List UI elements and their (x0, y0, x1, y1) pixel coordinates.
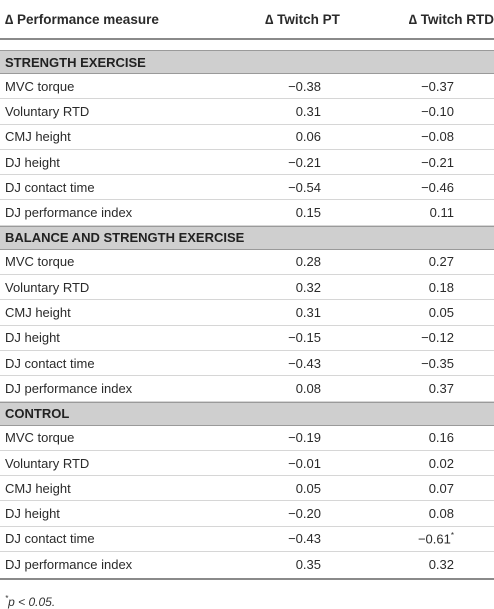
table-body (0, 50, 494, 576)
table-row (0, 275, 494, 300)
twitch-pt-cell: 0.15 (295, 205, 321, 221)
twitch-pt-cell: −0.15 (288, 330, 321, 346)
twitch-rtd-cell: 0.37 (428, 380, 454, 396)
twitch-pt-cell: −0.43 (288, 355, 321, 371)
table-row (0, 74, 494, 99)
twitch-pt-cell: 0.08 (295, 380, 321, 396)
bottom-rule (0, 578, 494, 580)
measure-cell: CMJ height (5, 480, 71, 496)
twitch-pt-cell: −0.21 (288, 154, 321, 170)
measure-cell: MVC torque (5, 254, 75, 270)
twitch-pt-cell: −0.19 (288, 430, 321, 446)
twitch-rtd-cell: 0.07 (428, 480, 454, 496)
twitch-rtd-cell: −0.35 (421, 355, 454, 371)
measure-cell: DJ performance index (5, 556, 133, 572)
table-row (0, 351, 494, 376)
table-row (0, 125, 494, 150)
twitch-rtd-cell: −0.37 (421, 78, 454, 94)
table-row (0, 476, 494, 501)
twitch-rtd-cell: −0.61* (417, 531, 454, 547)
table-row (0, 426, 494, 451)
twitch-rtd-cell: 0.27 (428, 254, 454, 270)
twitch-pt-cell: 0.05 (295, 480, 321, 496)
footnote: *p < 0.05. (5, 594, 56, 609)
header-performance-measure: ∆ Performance measure (5, 11, 159, 27)
table-row (0, 552, 494, 576)
measure-cell: DJ height (5, 154, 60, 170)
twitch-pt-cell: −0.01 (288, 455, 321, 471)
header-twitch-pt: ∆ Twitch PT (265, 11, 340, 27)
section-header: CONTROL (0, 402, 494, 426)
measure-cell: CMJ height (5, 305, 71, 321)
table-row (0, 376, 494, 401)
twitch-pt-cell: 0.31 (295, 103, 321, 119)
table-row (0, 175, 494, 200)
twitch-rtd-cell: 0.05 (428, 305, 454, 321)
table-row (0, 326, 494, 351)
measure-cell: CMJ height (5, 129, 71, 145)
measure-cell: Voluntary RTD (5, 455, 90, 471)
twitch-pt-cell: 0.31 (295, 305, 321, 321)
table-row (0, 527, 494, 552)
twitch-rtd-cell: −0.12 (421, 330, 454, 346)
table-row (0, 150, 494, 175)
twitch-pt-cell: −0.43 (288, 531, 321, 547)
section-header: STRENGTH EXERCISE (0, 50, 494, 74)
measure-cell: DJ contact time (5, 531, 95, 547)
header-twitch-rtd: ∆ Twitch RTD (408, 11, 494, 27)
table-row (0, 501, 494, 526)
table-row (0, 99, 494, 124)
twitch-rtd-cell: −0.08 (421, 129, 454, 145)
measure-cell: MVC torque (5, 78, 75, 94)
measure-cell: Voluntary RTD (5, 279, 90, 295)
twitch-pt-cell: −0.20 (288, 506, 321, 522)
twitch-rtd-cell: 0.32 (428, 556, 454, 572)
measure-cell: DJ performance index (5, 380, 133, 396)
twitch-pt-cell: −0.54 (288, 179, 321, 195)
section-header: BALANCE AND STRENGTH EXERCISE (0, 226, 494, 250)
table-header-row (0, 0, 494, 38)
twitch-rtd-cell: 0.16 (428, 430, 454, 446)
measure-cell: DJ height (5, 506, 60, 522)
twitch-rtd-cell: −0.46 (421, 179, 454, 195)
table-row (0, 300, 494, 325)
twitch-rtd-cell: −0.10 (421, 103, 454, 119)
measure-cell: DJ contact time (5, 355, 95, 371)
twitch-pt-cell: −0.38 (288, 78, 321, 94)
twitch-rtd-cell: 0.11 (429, 205, 454, 221)
measure-cell: DJ contact time (5, 179, 95, 195)
twitch-rtd-cell: 0.02 (428, 455, 454, 471)
measure-cell: DJ height (5, 330, 60, 346)
twitch-rtd-cell: −0.21 (421, 154, 454, 170)
twitch-pt-cell: 0.28 (295, 254, 321, 270)
table-row (0, 200, 494, 225)
measure-cell: Voluntary RTD (5, 103, 90, 119)
table-row (0, 250, 494, 275)
twitch-rtd-cell: 0.08 (428, 506, 454, 522)
measure-cell: DJ performance index (5, 205, 133, 221)
twitch-pt-cell: 0.06 (295, 129, 321, 145)
table-row (0, 451, 494, 476)
twitch-rtd-cell: 0.18 (428, 279, 454, 295)
measure-cell: MVC torque (5, 430, 75, 446)
twitch-pt-cell: 0.35 (295, 556, 321, 572)
twitch-pt-cell: 0.32 (295, 279, 321, 295)
